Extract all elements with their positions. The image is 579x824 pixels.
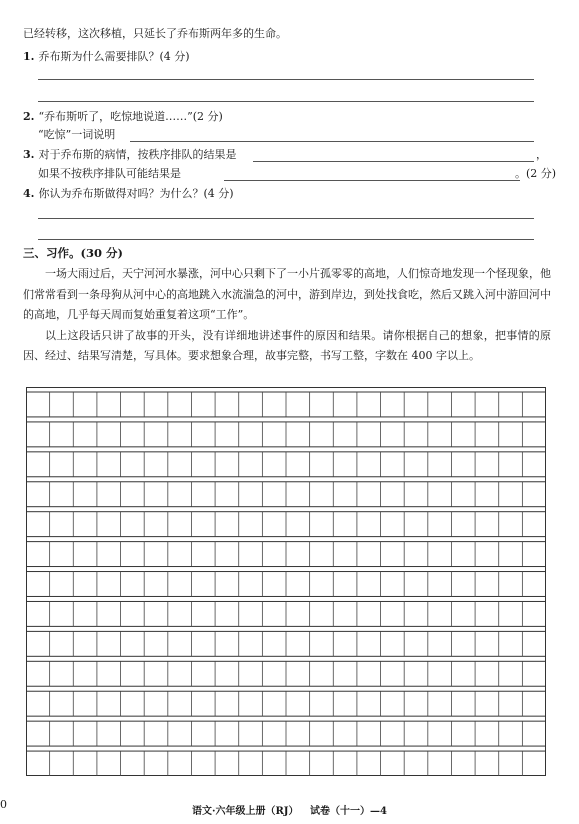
grid-row (27, 452, 546, 477)
question-2-sub: “吃惊”一词说明 (38, 128, 116, 141)
grid-row (27, 392, 546, 417)
question-4-number: 4. (23, 187, 35, 200)
grid-row (27, 601, 546, 626)
question-2 (23, 110, 223, 124)
writing-grid-svg[interactable] (26, 387, 546, 776)
grid-row (27, 751, 546, 776)
grid-row (27, 721, 546, 746)
page-mark: 0 (0, 798, 7, 811)
prompt-paragraph-2: 以上这段话只讲了故事的开头，没有详细地讲述事件的原因和结果。请你根据自己的想象，把事情的原因、经过、结果写清楚，写具体。要求想象合理，故事完整，书写工整，字数在 400 字以上。 (23, 328, 551, 362)
answer-line-3b[interactable] (224, 180, 520, 181)
question-4 (23, 187, 234, 201)
answer-line-4a[interactable] (38, 218, 534, 219)
question-3 (23, 148, 236, 162)
section-title: 三、习作。(30 分) (23, 246, 123, 260)
question-2-text: “乔布斯听了，吃惊地说道……”(2 分) (38, 110, 223, 123)
grid-row (27, 691, 546, 716)
answer-line-1a[interactable] (38, 79, 534, 80)
question-4-text: 你认为乔布斯做得对吗？为什么？(4 分) (38, 187, 234, 200)
grid-row (27, 631, 546, 656)
question-1-number: 1. (23, 50, 35, 63)
footer (0, 802, 579, 817)
writing-grid[interactable] (26, 387, 546, 776)
grid-row (27, 542, 546, 567)
question-3-line2: 如果不按秩序排队可能结果是 (38, 167, 181, 180)
answer-line-4b[interactable] (38, 239, 534, 240)
section-paragraphs (23, 264, 551, 367)
question-3-comma: ， (536, 148, 547, 161)
question-3-number: 3. (23, 148, 35, 161)
answer-line-1b[interactable] (38, 101, 534, 102)
question-3-text: 对于乔布斯的病情，按秩序排队的结果是 (38, 148, 237, 161)
grid-row (27, 661, 546, 686)
grid-row (27, 482, 546, 507)
grid-row (27, 422, 546, 447)
grid-row (27, 572, 546, 597)
answer-line-2[interactable] (130, 141, 534, 142)
grid-row (27, 512, 546, 537)
footer-paper: 试卷（十一）—4 (310, 806, 387, 817)
question-3-end: 。(2 分) (515, 167, 557, 180)
question-1-text: 乔布斯为什么需要排队？(4 分) (38, 50, 190, 63)
question-2-number: 2. (23, 110, 35, 123)
answer-line-3a[interactable] (253, 161, 534, 162)
intro-text: 已经转移，这次移植，只延长了乔布斯两年多的生命。 (23, 27, 287, 40)
footer-subject: 语文·六年级上册（RJ） (192, 806, 299, 817)
question-1 (23, 50, 190, 64)
prompt-paragraph-1: 一场大雨过后，天宁河河水暴涨，河中心只剩下了一小片孤零零的高地，人们惊奇地发现一个怪现象，他们常常看到一条母狗从河中心的高地跳入水流湍急的河中，游到岸边，到处找食吃，然后又跳入河中游回河中的高地，几乎每天周而复始重复着这项“工作”。 (23, 267, 551, 321)
